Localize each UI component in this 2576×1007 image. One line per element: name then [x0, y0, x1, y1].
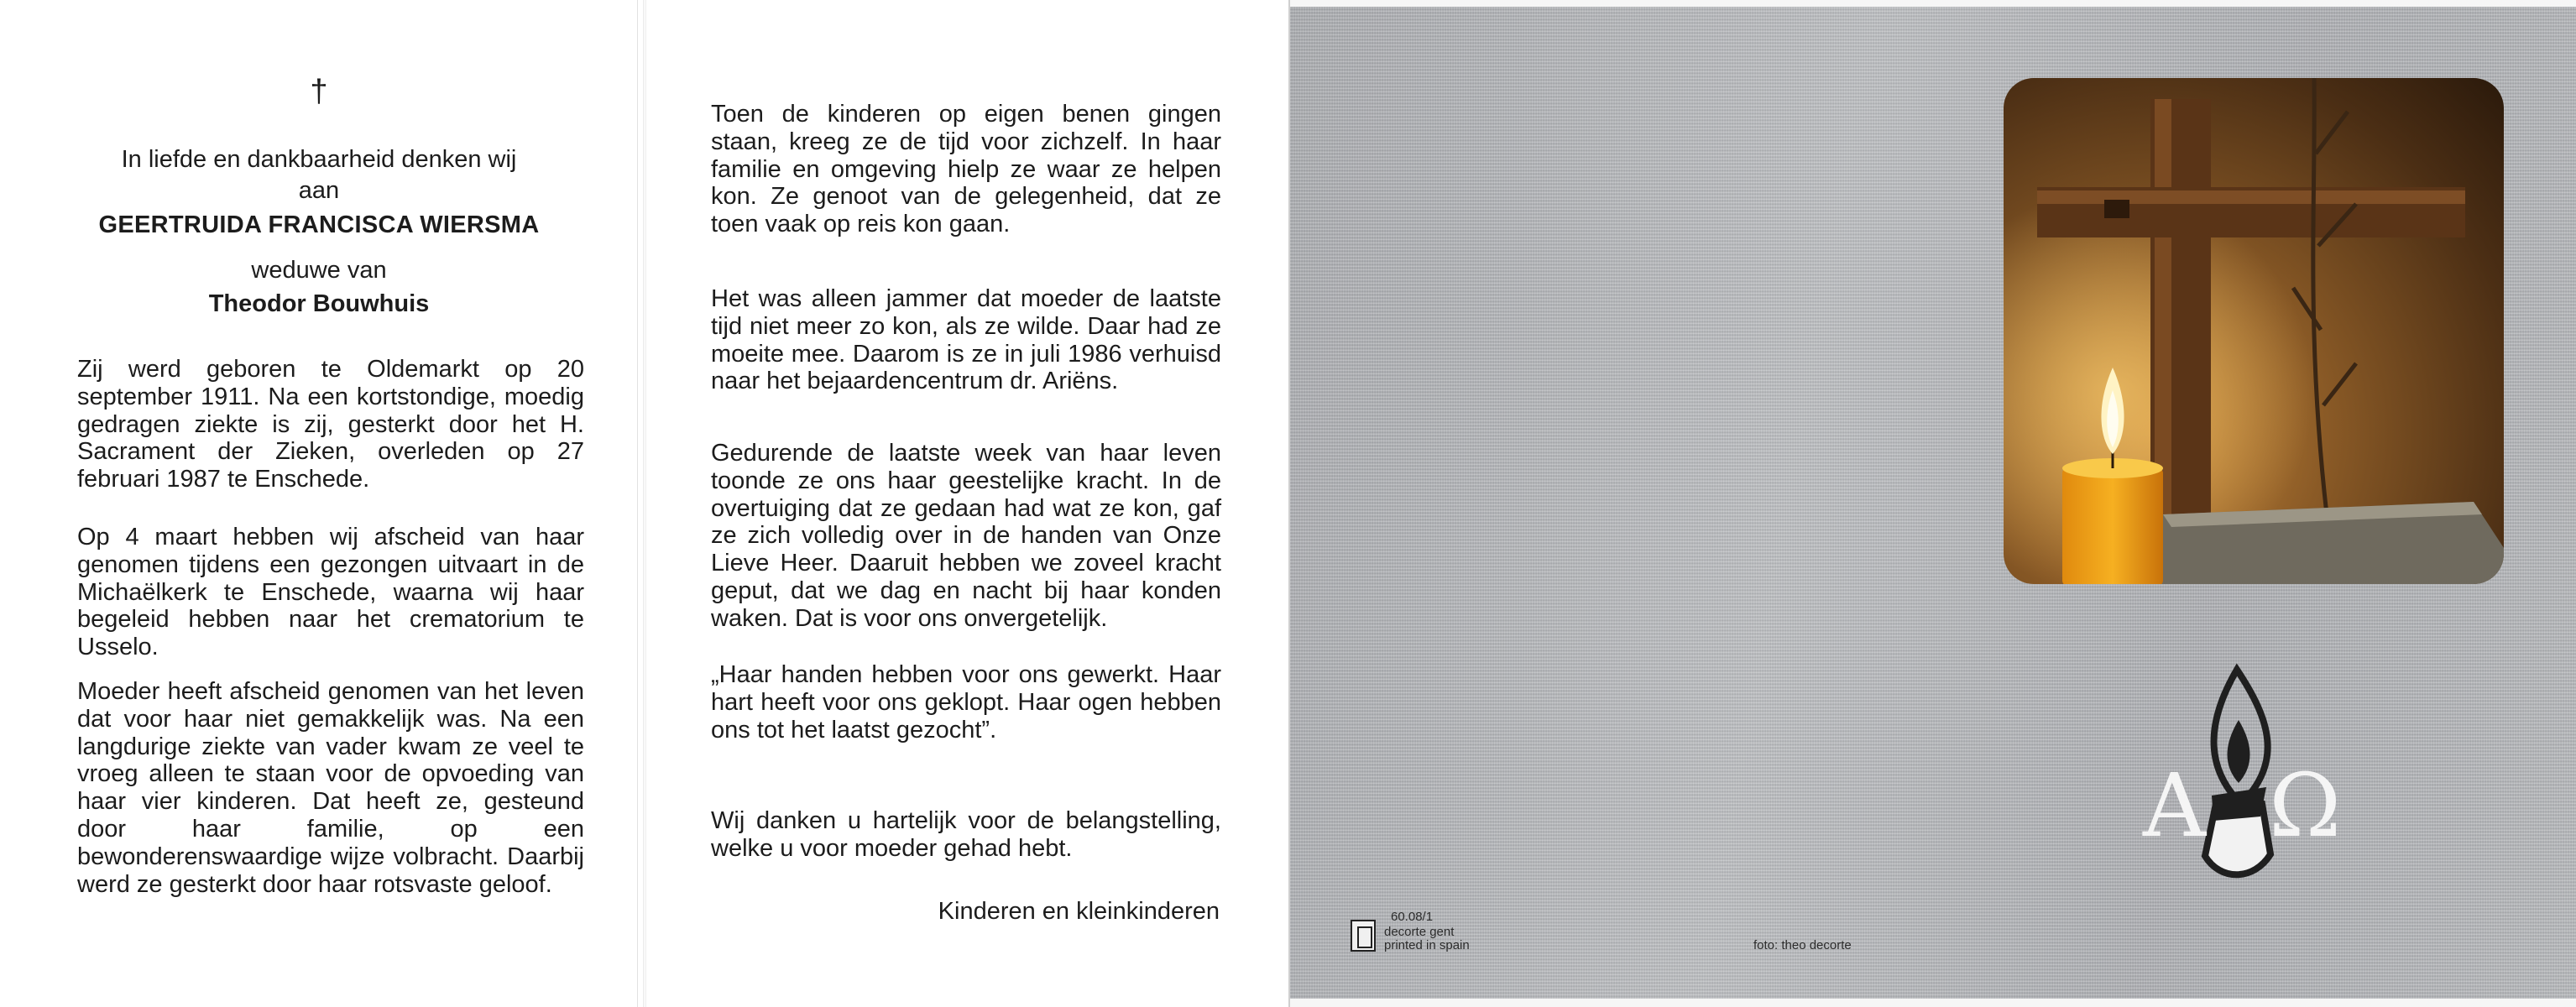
- printed-in-label: printed in spain: [1384, 938, 1470, 952]
- intro-line-1: In liefde en dankbaarheid denken wij: [121, 146, 517, 173]
- memorial-paragraph-move: Het was alleen jammer dat moeder de laatste tijd niet meer zo kon, als ze wilde. Daar had ze moeite mee. Daarom is ze in juli 1986 verhuisd naar het bejaardencentrum dr. Ariëns.: [711, 285, 1221, 395]
- alpha-letter: Α: [2143, 754, 2207, 857]
- inside-left-panel: [0, 0, 638, 1007]
- biography-paragraph-funeral: Op 4 maart hebben wij afscheid van haar genomen tijdens een gezongen uitvaart in de Michaëlkerk te Enschede, waarna wij haar begeleid hebben naar het crematorium te Usselo.: [77, 524, 584, 661]
- memorial-paragraph-last-week: Gedurende de laatste week van haar leven toonde ze ons haar geestelijke kracht. In de overtuiging dat ze gedaan had wat ze kon, gaf ze zich volledig over in de handen van Onze Lieve Heer. Daaruit hebben we zoveel kracht geput, dat we dag en nacht bij haar konden waken. Dat is voor ons onvergetelijk.: [711, 440, 1221, 632]
- biography-paragraph-life: Moeder heeft afscheid genomen van het leven dat voor haar niet gemakkelijk was. Na een langdurige ziekte van vader kwam ze veel te vroeg alleen te staan voor de opvoeding van haar vier kinderen. Dat heeft ze, gesteund door haar familie, op een bewonderenswaardige wijze volbracht. Daarbij werd ze gesterkt door haar rotsvaste geloof.: [77, 678, 584, 898]
- photo-credit: foto: theo decorte: [1753, 938, 1852, 952]
- spouse-name: Theodor Bouwhuis: [208, 290, 430, 317]
- cross-candle-illustration: [2004, 78, 2504, 584]
- intro-line-2: aan: [298, 177, 340, 204]
- biography-paragraph-birth: Zij werd geboren te Oldemarkt op 20 september 1911. Na een kortstondige, moedig gedragen ziekte is zij, gesterkt door het H. Sacrament der Zieken, overleden op 27 februari 1987 te Enschede.: [77, 356, 584, 493]
- signature-line: Kinderen en kleinkinderen: [938, 898, 1220, 925]
- thanks-paragraph: Wij danken u hartelijk voor de belangstelling, welke u voor moeder gehad hebt.: [711, 807, 1221, 862]
- card-fold-shadow: [643, 0, 646, 1007]
- printer-logo-icon: [1351, 920, 1376, 952]
- back-cover-panel: [1290, 0, 2576, 1007]
- omega-letter: Ω: [2269, 754, 2342, 857]
- printer-name: decorte gent: [1384, 925, 1455, 939]
- memorial-paragraph-children: Toen de kinderen op eigen benen gingen staan, kreeg ze de tijd voor zichzelf. In haar familie en omgeving hielp ze waar ze helpen kon. Ze genoot van de gelegenheid, dat ze toen vaak op reis kon gaan.: [711, 101, 1221, 238]
- alpha-omega-logo: [2136, 661, 2346, 896]
- memorial-quote: „Haar handen hebben voor ons gewerkt. Haar hart heeft voor ons geklopt. Haar ogen hebben ons tot het laatst gezocht”.: [711, 661, 1221, 744]
- inside-right-panel: [638, 0, 1290, 1007]
- intro-text: [0, 144, 638, 206]
- printer-code: 60.08/1: [1391, 910, 1434, 924]
- widow-of-label: weduwe van: [251, 257, 387, 284]
- deceased-name: GEERTRUIDA FRANCISCA WIERSMA: [98, 211, 540, 238]
- cross-symbol: †: [310, 74, 328, 109]
- cross-candle-photo: [2004, 78, 2504, 584]
